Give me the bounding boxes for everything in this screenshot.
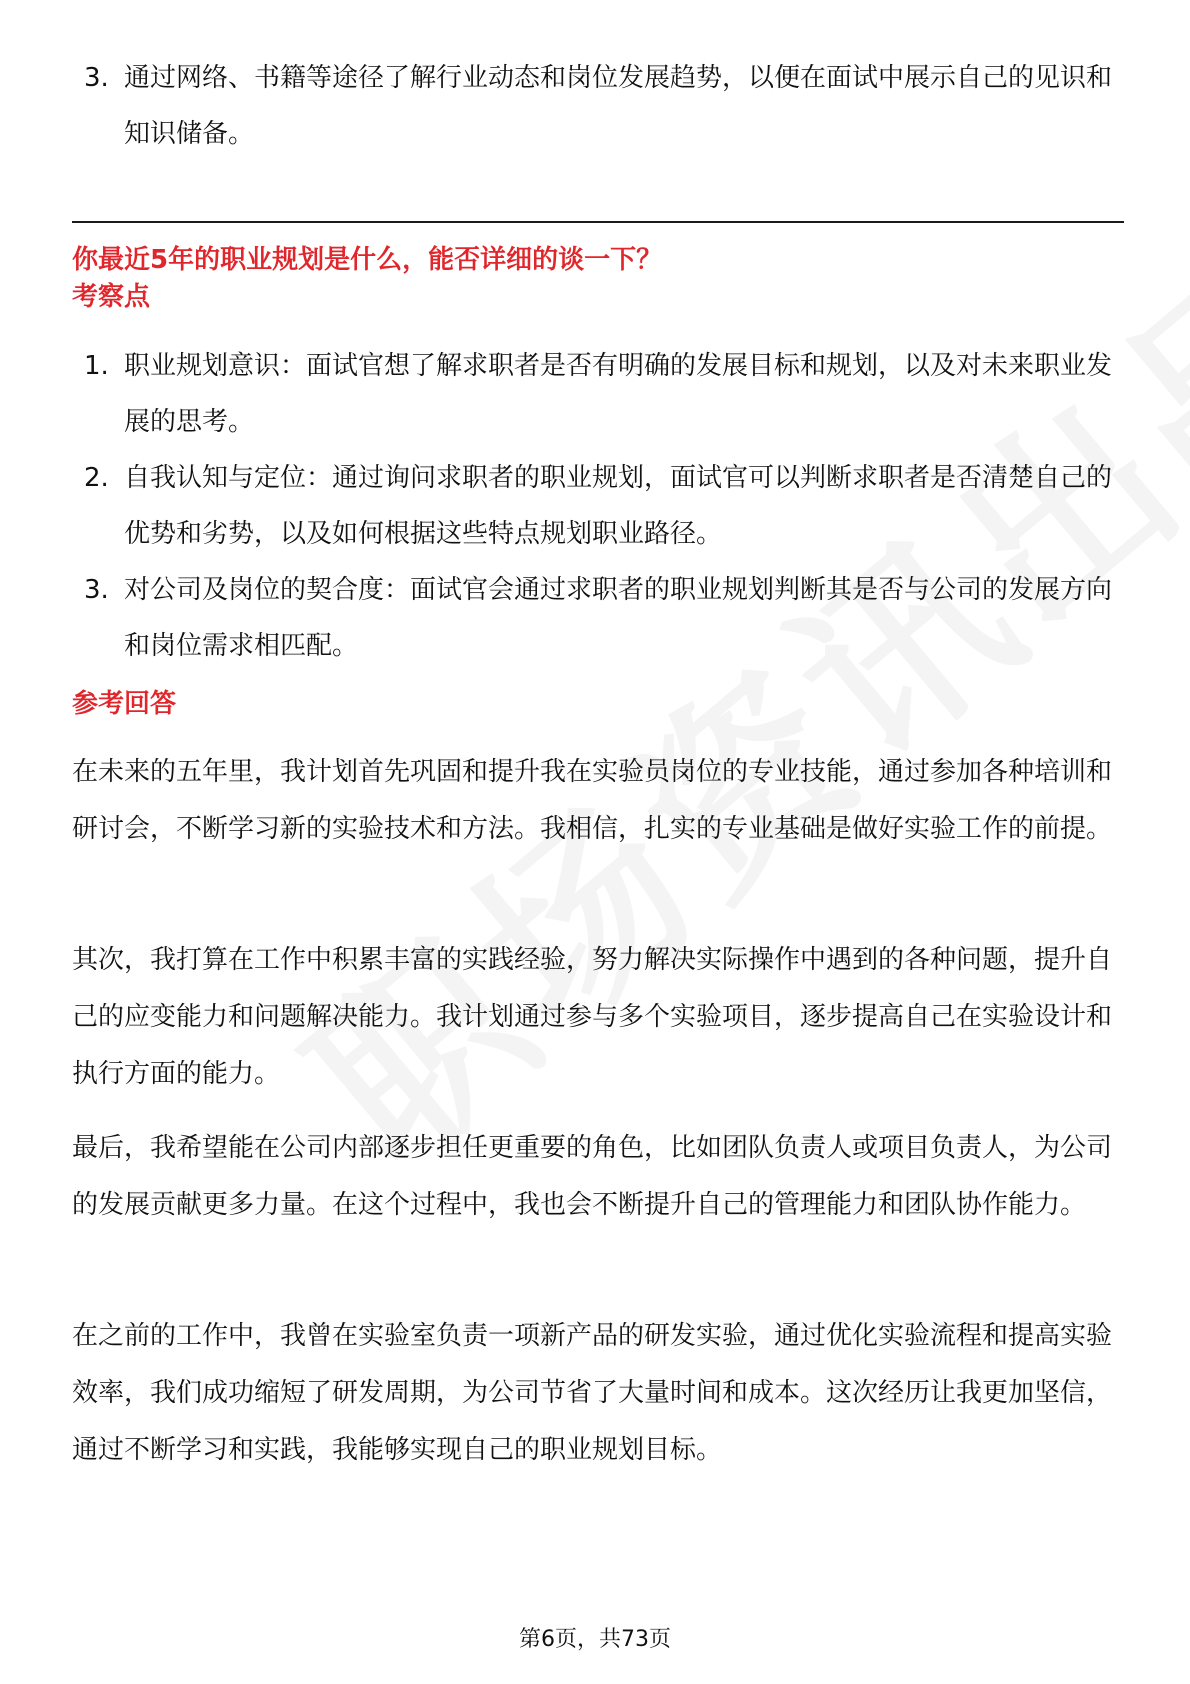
page-number: 第6页，共73页 [519,1627,671,1652]
list-item [80,562,1120,674]
list-text: 自我认知与定位：通过询问求职者的职业规划，面试官可以判断求职者是否清楚自己的优势和劣势，以及如何根据这些特点规划职业路径。 [124,463,1113,549]
list-number: 2. [84,463,109,493]
section-divider [72,221,1124,223]
top-list [80,50,1120,162]
points-list [80,338,1120,674]
answer-paragraph: 在之前的工作中，我曾在实验室负责一项新产品的研发实验，通过优化实验流程和提高实验效率，我们成功缩短了研发周期，为公司节省了大量时间和成本。这次经历让我更加坚信，通过不断学习和实践，我能够实现自己的职业规划目标。 [72,1321,1113,1465]
answer-paragraph: 在未来的五年里，我计划首先巩固和提升我在实验员岗位的专业技能，通过参加各种培训和研讨会，不断学习新的实验技术和方法。我相信，扎实的专业基础是做好实验工作的前提。 [72,757,1113,844]
list-item [80,50,1120,162]
answer-heading: 参考回答 [72,689,177,719]
list-number: 3. [84,575,109,605]
question-title: 你最近5年的职业规划是什么，能否详细的谈一下？ [72,245,663,275]
list-text: 对公司及岗位的契合度：面试官会通过求职者的职业规划判断其是否与公司的发展方向和岗位需求相匹配。 [124,575,1113,661]
points-heading: 考察点 [72,282,151,312]
answer-paragraph: 其次，我打算在工作中积累丰富的实践经验，努力解决实际操作中遇到的各种问题，提升自己的应变能力和问题解决能力。我计划通过参与多个实验项目，逐步提高自己在实验设计和执行方面的能力。 [72,945,1113,1089]
answer-paragraph: 最后，我希望能在公司内部逐步担任更重要的角色，比如团队负责人或项目负责人，为公司的发展贡献更多力量。在这个过程中，我也会不断提升自己的管理能力和团队协作能力。 [72,1133,1113,1220]
list-number: 1. [84,351,109,381]
list-item [80,338,1120,450]
list-number: 3. [84,63,109,93]
list-text: 职业规划意识：面试官想了解求职者是否有明确的发展目标和规划，以及对未来职业发展的思考。 [124,351,1113,437]
list-text: 通过网络、书籍等途径了解行业动态和岗位发展趋势，以便在面试中展示自己的见识和知识储备。 [124,63,1113,149]
list-item [80,450,1120,562]
